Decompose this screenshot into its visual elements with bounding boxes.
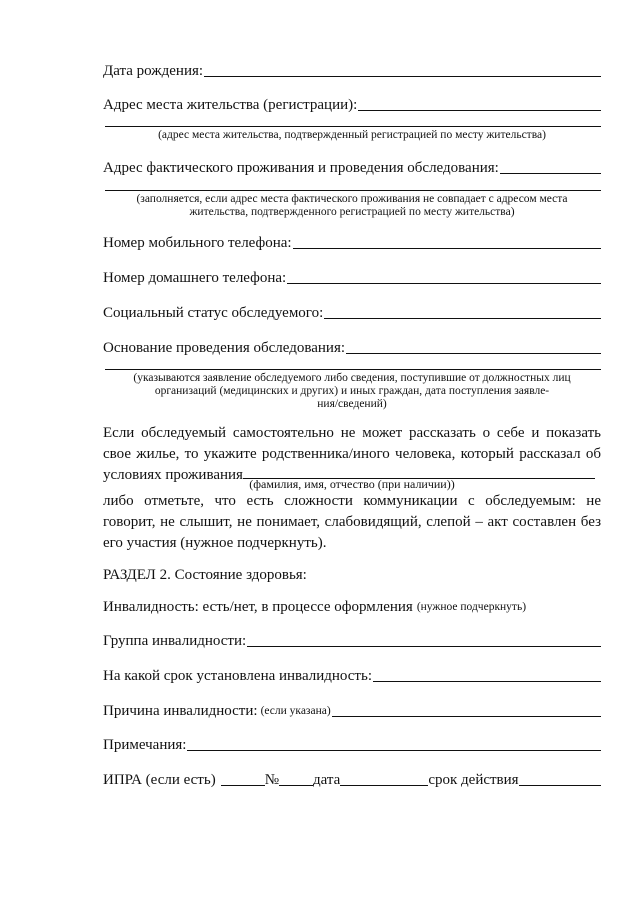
disability-field[interactable]	[103, 598, 601, 616]
relative-text: Если обследуемый самостоятельно не может рассказать о себе и показать свое жилье, то укажите родственника/иного человека, который рассказал об условиях проживания	[103, 425, 601, 483]
actual-address-field[interactable]	[103, 159, 601, 177]
disability-reason-label: Причина инвалидности:	[103, 703, 258, 719]
disability-reason-note: (если указана)	[260, 705, 331, 717]
exam-basis-hint-2: организаций (медицинских и других) и иных граждан, дата поступления заявле-	[154, 385, 550, 397]
home-phone-label: Номер домашнего телефона:	[103, 270, 287, 286]
disability-term-label: На какой срок установлена инвалидность:	[103, 668, 372, 684]
mobile-phone-blank[interactable]	[293, 248, 601, 249]
ipra-number-label: №	[264, 772, 280, 788]
reg-address-blank-line[interactable]	[105, 126, 601, 127]
actual-address-blank[interactable]	[500, 173, 601, 174]
exam-basis-hint-1: (указываются заявление обследуемого либо сведения, поступившие от должностных лиц	[133, 372, 571, 384]
mobile-phone-label: Номер мобильного телефона:	[103, 235, 292, 251]
ipra-date-label: дата	[313, 772, 341, 788]
ipra-label: ИПРА (если есть)	[103, 772, 216, 788]
disability-label: Инвалидность: есть/нет, в процессе оформления	[103, 599, 413, 615]
reg-address-label: Адрес места жительства (регистрации):	[103, 97, 358, 113]
disability-group-blank[interactable]	[247, 646, 601, 647]
exam-basis-hint-3: ния/сведений)	[317, 398, 387, 410]
reg-address-hint: (адрес места жительства, подтвержденный регистрацией по месту жительства)	[158, 129, 546, 141]
notes-label: Примечания:	[103, 737, 187, 753]
reg-address-blank[interactable]	[358, 110, 601, 111]
disability-term-field[interactable]	[103, 667, 601, 685]
exam-basis-blank[interactable]	[346, 353, 601, 354]
actual-address-hint-2: жительства, подтвержденного регистрацией по месту жительства)	[189, 206, 515, 218]
birth-date-blank[interactable]	[204, 76, 601, 77]
ipra-number-blank[interactable]	[279, 785, 313, 786]
birth-date-field[interactable]	[103, 62, 601, 80]
actual-address-blank-line[interactable]	[105, 190, 601, 191]
disability-note: (нужное подчеркнуть)	[416, 601, 527, 613]
ipra-validity-label: срок действия	[428, 772, 519, 788]
notes-field[interactable]	[103, 736, 601, 754]
exam-basis-field[interactable]	[103, 339, 601, 357]
ipra-field[interactable]	[103, 771, 601, 789]
actual-address-label: Адрес фактического проживания и проведения обследования:	[103, 160, 499, 176]
section-2-title: РАЗДЕЛ 2. Состояние здоровья:	[103, 567, 307, 583]
social-status-field[interactable]	[103, 304, 601, 322]
ipra-blank[interactable]	[221, 785, 265, 786]
disability-reason-field[interactable]	[103, 702, 601, 720]
communication-paragraph: либо отметьте, что есть сложности коммуникации с обследуемым: не говорит, не слышит, не понимает, слабовидящий, слепой – акт составлен без его участия (нужное подчеркнуть).	[103, 493, 601, 551]
exam-basis-blank-line[interactable]	[105, 369, 601, 370]
social-status-label: Социальный статус обследуемого:	[103, 305, 324, 321]
social-status-blank[interactable]	[324, 318, 601, 319]
disability-group-field[interactable]	[103, 632, 601, 650]
exam-basis-label: Основание проведения обследования:	[103, 340, 346, 356]
reg-address-field[interactable]	[103, 96, 601, 114]
disability-reason-blank[interactable]	[332, 716, 601, 717]
birth-date-label: Дата рождения:	[103, 63, 204, 79]
ipra-date-blank[interactable]	[340, 785, 428, 786]
mobile-phone-field[interactable]	[103, 234, 601, 252]
notes-blank[interactable]	[187, 750, 601, 751]
ipra-validity-blank[interactable]	[519, 785, 601, 786]
home-phone-field[interactable]	[103, 269, 601, 287]
disability-term-blank[interactable]	[373, 681, 601, 682]
actual-address-hint-1: (заполняется, если адрес места фактического проживания не совпадает с адресом места	[136, 193, 568, 205]
home-phone-blank[interactable]	[287, 283, 601, 284]
disability-group-label: Группа инвалидности:	[103, 633, 247, 649]
relative-name-hint: (фамилия, имя, отчество (при наличии))	[249, 477, 455, 491]
